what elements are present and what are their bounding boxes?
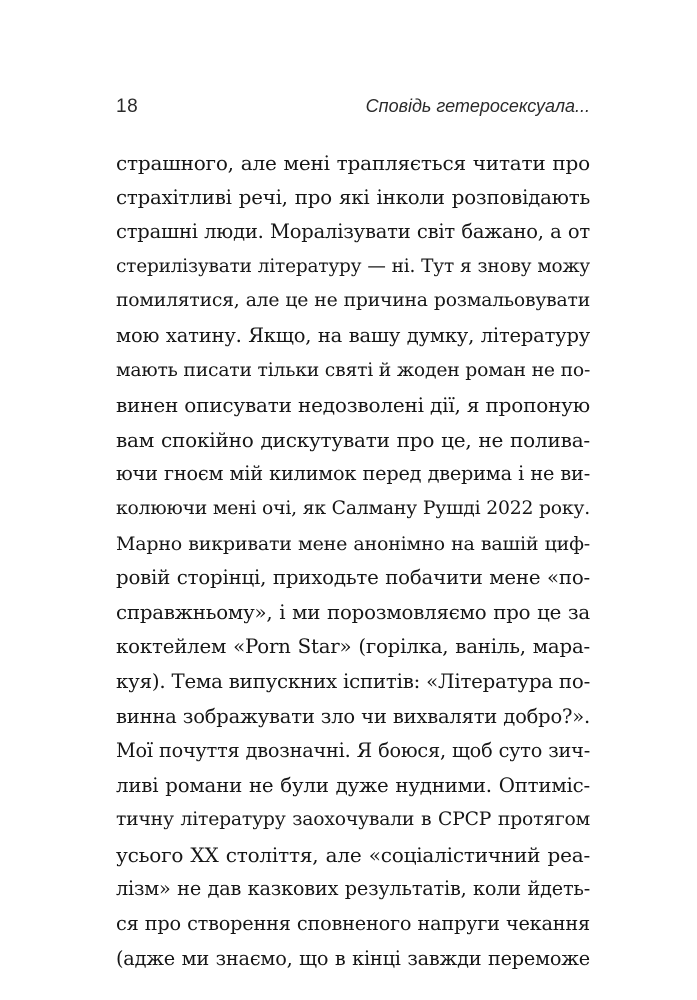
text-line: винен описувати недозволені дії, я пропоную bbox=[116, 393, 590, 418]
text-line: справжньому», і ми порозмовляємо про це за bbox=[116, 600, 590, 624]
text-line: ся про створення сповненого напруги чекання bbox=[116, 912, 590, 936]
body-text bbox=[116, 146, 590, 976]
text-line: страшного, але мені трапляється читати про bbox=[116, 151, 590, 175]
text-line: тичну літературу заохочували в СРСР протягом bbox=[116, 809, 590, 831]
text-line: лізм» не дав казкових результатів, коли йдеть- bbox=[116, 877, 590, 901]
text-line: винна зображувати зло чи вихваляти добро?». bbox=[116, 704, 590, 728]
text-line: Марно викривати мене анонімно на вашій циф- bbox=[116, 532, 590, 555]
text-line: мають писати тільки святі й жоден роман не по- bbox=[116, 359, 591, 381]
text-line: стерилізувати літературу — ні. Тут я знову можу bbox=[116, 255, 590, 277]
text-line: ючи гноєм мій килимок перед дверима і не ви- bbox=[116, 462, 590, 486]
text-line: страшні люди. Моралізувати світ бажано, а от bbox=[116, 220, 590, 244]
text-line: вам спокійно дискутувати про це, не полива- bbox=[116, 427, 590, 452]
text-line: колюючи мені очі, як Салману Рушді 2022 року. bbox=[116, 497, 590, 519]
text-line: помилятися, але це не причина розмальовувати bbox=[116, 290, 590, 312]
text-line: ровій сторінці, приходьте побачити мене «по- bbox=[116, 566, 590, 590]
page-number: 18 bbox=[116, 96, 139, 117]
running-title: Сповідь гетеросексуала... bbox=[365, 96, 590, 116]
text-line: усього XX століття, але «соціалістичний реа- bbox=[116, 842, 590, 867]
text-line: страхітливі речі, про які інколи розповідають bbox=[116, 185, 590, 209]
text-line: (адже ми знаємо, що в кінці завжди переможе bbox=[116, 946, 590, 970]
text-line: куя). Тема випускних іспитів: «Література по- bbox=[116, 669, 591, 693]
text-line: коктейлем «Porn Star» (горілка, ваніль, мара- bbox=[116, 635, 590, 659]
text-line: Мої почуття двозначні. Я боюся, щоб суто зич- bbox=[116, 739, 590, 763]
text-line: ливі романи не були дуже нудними. Оптиміс- bbox=[116, 773, 590, 797]
text-line: мою хатину. Якщо, на вашу думку, літературу bbox=[116, 323, 590, 347]
page-header bbox=[116, 96, 590, 126]
